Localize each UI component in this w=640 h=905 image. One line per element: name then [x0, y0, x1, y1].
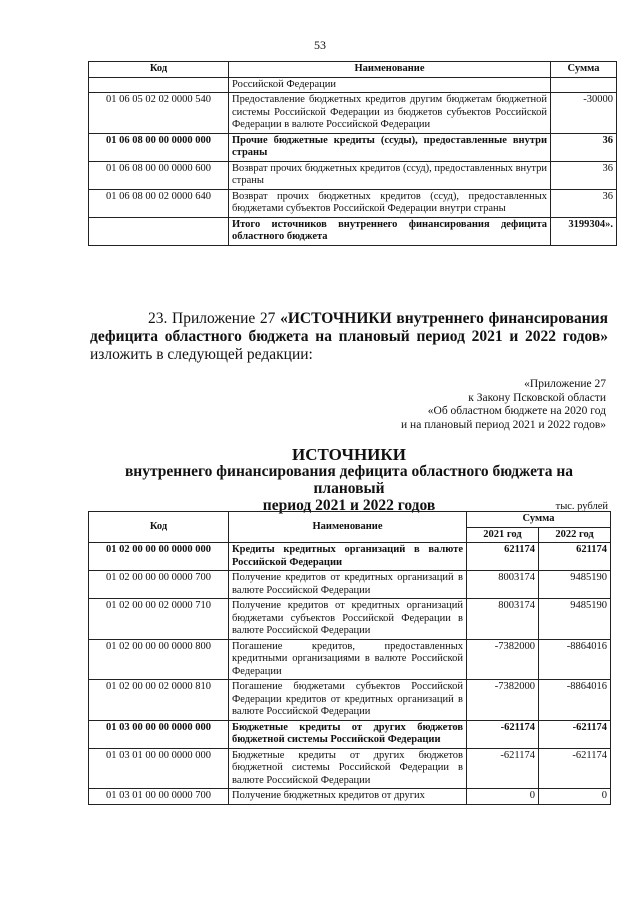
row-value-2022: -8864016 [539, 680, 611, 721]
row-name: Погашение бюджетами субъектов Российской Федерации кредитов от кредитных организаций в валюте Российской Федерации [229, 680, 467, 721]
table-row [89, 748, 611, 789]
table-row [89, 720, 611, 748]
row-code: 01 03 01 00 00 0000 000 [89, 748, 229, 789]
table-row [89, 189, 617, 217]
table-row [89, 93, 617, 134]
header-sum: Сумма [467, 512, 611, 528]
sources-table-continued [88, 61, 617, 246]
row-value-2021: 0 [467, 789, 539, 805]
row-code: 01 06 08 00 00 0000 600 [89, 161, 229, 189]
row-code: 01 02 00 00 00 0000 800 [89, 639, 229, 680]
amendment-paragraph [90, 310, 608, 364]
row-sum: 36 [551, 133, 617, 161]
row-value-2021: -7382000 [467, 639, 539, 680]
appendix-note [286, 378, 606, 432]
paragraph-tail: изложить в следующей редакции: [90, 346, 313, 363]
header-name: Наименование [229, 62, 551, 78]
appendix-note-line: «Приложение 27 [524, 378, 606, 390]
table-row [89, 639, 611, 680]
row-name: Предоставление бюджетных кредитов другим бюджетам бюджетной системы Российской Федерации из бюджетов субъектов Российской Федерации в валюте Российской Федерации [229, 93, 551, 134]
row-name: Получение кредитов от кредитных организаций бюджетами субъектов Российской Федерации в валюте Российской Федерации [229, 599, 467, 640]
table-row [89, 680, 611, 721]
table-row [89, 161, 617, 189]
appendix-note-line: к Закону Псковской области [468, 391, 606, 404]
row-value-2021: -7382000 [467, 680, 539, 721]
page-number: 53 [314, 38, 326, 52]
row-code: 01 02 00 00 00 0000 000 [89, 543, 229, 571]
row-code: 01 03 01 00 00 0000 700 [89, 789, 229, 805]
row-value-2021: -621174 [467, 748, 539, 789]
row-value-2022: 621174 [539, 543, 611, 571]
row-sum: -30000 [551, 93, 617, 134]
document-title-line: внутреннего финансирования дефицита областного бюджета на плановый [124, 463, 574, 497]
table-row [89, 217, 617, 245]
row-name: Итого источников внутреннего финансирования дефицита областного бюджета [229, 217, 551, 245]
row-value-2022: 9485190 [539, 571, 611, 599]
table-row [89, 789, 611, 805]
row-name: Получение бюджетных кредитов от других [229, 789, 467, 805]
header-year-2022: 2022 год [539, 527, 611, 543]
row-code [89, 77, 229, 93]
row-name: Кредиты кредитных организаций в валюте Российской Федерации [229, 543, 467, 571]
document-title-line: ИСТОЧНИКИ [292, 445, 406, 464]
paragraph-quoted-title: «ИСТОЧНИКИ внутреннего финансирования дефицита областного бюджета на плановый период 2021 и 2022 годов» [90, 310, 609, 345]
row-value-2022: -8864016 [539, 639, 611, 680]
row-name: Погашение кредитов, предоставленных кредитными организациями в валюте Российской Федерации [229, 639, 467, 680]
header-name: Наименование [229, 512, 467, 543]
row-code: 01 06 08 00 00 0000 000 [89, 133, 229, 161]
row-value-2021: 8003174 [467, 599, 539, 640]
row-value-2022: 9485190 [539, 599, 611, 640]
document-title-line: период 2021 и 2022 годов [262, 497, 436, 514]
row-value-2022: -621174 [539, 748, 611, 789]
appendix-note-line: «Об областном бюджете на 2020 год [427, 405, 606, 417]
units-label: тыс. рублей [555, 501, 608, 512]
row-name: Возврат прочих бюджетных кредитов (ссуд), предоставленных бюджетами субъектов Российской Федерации внутри страны [229, 189, 551, 217]
row-code: 01 03 00 00 00 0000 000 [89, 720, 229, 748]
table-body [89, 543, 611, 805]
row-code: 01 02 00 00 00 0000 700 [89, 571, 229, 599]
table-header-row [89, 62, 617, 78]
table-row [89, 77, 617, 93]
row-name: Получение кредитов от кредитных организаций в валюте Российской Федерации [229, 571, 467, 599]
row-code [89, 217, 229, 245]
row-code: 01 02 00 00 02 0000 810 [89, 680, 229, 721]
row-code: 01 02 00 00 02 0000 710 [89, 599, 229, 640]
appendix-note-line: и на плановый период 2021 и 2022 годов» [401, 418, 606, 431]
row-code: 01 06 08 00 02 0000 640 [89, 189, 229, 217]
row-sum: 3199304». [551, 217, 617, 245]
header-code: Код [89, 512, 229, 543]
document-title [88, 446, 610, 514]
header-code: Код [89, 62, 229, 78]
row-name: Бюджетные кредиты от других бюджетов бюджетной системы Российской Федерации [229, 720, 467, 748]
row-value-2022: 0 [539, 789, 611, 805]
table-body [89, 77, 617, 245]
row-code: 01 06 05 02 02 0000 540 [89, 93, 229, 134]
row-value-2022: -621174 [539, 720, 611, 748]
table-row [89, 599, 611, 640]
row-sum: 36 [551, 161, 617, 189]
row-value-2021: 8003174 [467, 571, 539, 599]
paragraph-number: 23. Приложение 27 [148, 310, 276, 327]
row-name: Прочие бюджетные кредиты (ссуды), предоставленные внутри страны [229, 133, 551, 161]
table-row [89, 543, 611, 571]
row-name: Российской Федерации [229, 77, 551, 93]
header-year-2021: 2021 год [467, 527, 539, 543]
table-header-row [89, 512, 611, 528]
header-sum: Сумма [551, 62, 617, 78]
row-sum [551, 77, 617, 93]
row-name: Бюджетные кредиты от других бюджетов бюджетной системы Российской Федерации в валюте Российской Федерации [229, 748, 467, 789]
row-name: Возврат прочих бюджетных кредитов (ссуд), предоставленных внутри страны [229, 161, 551, 189]
table-row [89, 133, 617, 161]
table-row [89, 571, 611, 599]
row-value-2021: -621174 [467, 720, 539, 748]
sources-table-planned [88, 511, 611, 805]
row-sum: 36 [551, 189, 617, 217]
row-value-2021: 621174 [467, 543, 539, 571]
